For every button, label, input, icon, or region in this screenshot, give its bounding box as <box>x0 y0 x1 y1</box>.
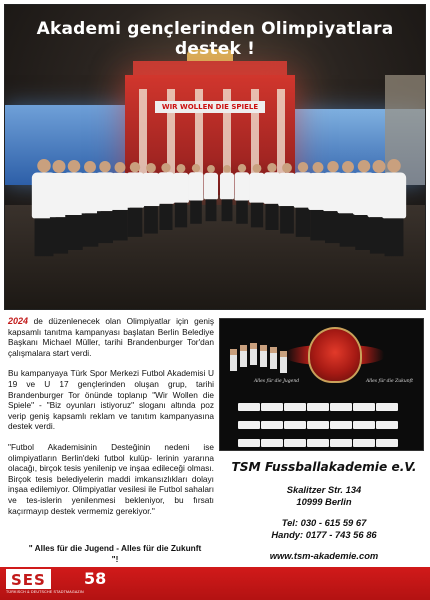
closing-slogan <box>10 543 220 564</box>
club-name: TSM Fussballakademie e.V. <box>231 460 417 474</box>
page-headline: Akademi gençlerinden Olimpiyatlara destek ! <box>36 19 394 59</box>
phone-number: Tel: 030 - 615 59 67 <box>281 517 367 528</box>
magazine-subtitle: TÜRKISCH & DEUTSCHE STADTMAGAZIN <box>6 590 84 594</box>
address-city: 10999 Berlin <box>296 495 352 507</box>
academy-ad-image <box>219 318 424 451</box>
magazine-logo: SES <box>6 569 51 589</box>
header-photo <box>4 4 426 310</box>
mobile-number: Handy: 0177 - 743 56 86 <box>271 528 377 540</box>
player-figure <box>220 165 234 221</box>
player-figure <box>204 165 218 221</box>
closing-slogan-line-1: " Alles für die Jugend - Alles für die Zukunft <box>28 543 202 553</box>
article-paragraph-3: "Futbol Akademisinin Desteğinin nedeni ise olimpiyatların Berlin'deki futbol kulüp- lerinin yararına olacağı, birçok tesis yenilenip ve inşaa edileceği olması. Birçok tesis belediyelerin maddi imkansızlıkları dolayı inşaa edilemiyor. Olimpiyatlar vesilesi ile Futbol sahaları ve tes-islerin yenilenmesi bekleniyor, bu fırsatı kaçırmayıp destek vermemiz gerekiyor." <box>8 441 214 516</box>
gate-banner: WIR WOLLEN DIE SPIELE <box>155 101 265 113</box>
address-street: Skalitzer Str. 134 <box>286 484 362 495</box>
player-figure <box>382 159 406 256</box>
page-number: 58 <box>84 569 107 588</box>
contact-box <box>219 460 429 561</box>
player-figure <box>249 164 265 227</box>
ad-slogan-right: Alles für die Zukunft <box>366 379 414 384</box>
player-figure <box>157 163 174 230</box>
player-figure <box>173 164 189 227</box>
page-footer <box>0 567 430 600</box>
article-body <box>8 316 214 526</box>
article-paragraph-2: Bu kampanyaya Türk Spor Merkezi Futbol Akademisi U 19 ve U 17 gençlerinden oluşan grup, tarihi Brandenburger Tor önünde toplanıp "Wir Wollen die Spiele" - "Biz oyunları istiyoruz" sloganı altında poz verip geniş kapsamlı reklam ve tanıtım kampanyasına destek verdi. <box>8 368 214 432</box>
article-paragraph-1-text: de düzenlenecek olan Olimpiyatlar için geniş kapsamlı tanıtma kampanyası başlatan Berlin Belediye Başkanı Michael Müller, tarihi Brandenburger Tor'dan çalışmalara start verdi. <box>8 316 214 358</box>
player-figure <box>189 164 204 224</box>
team-group <box>35 145 415 285</box>
closing-slogan-line-2: "! <box>111 553 119 564</box>
player-figure <box>234 164 249 224</box>
ad-players <box>230 333 290 373</box>
article-paragraph-1 <box>8 316 214 358</box>
ad-slogan-left: Alles für die Jugend <box>254 379 300 384</box>
website-link[interactable]: www.tsm-akademie.com <box>269 550 379 561</box>
academy-crest-logo <box>308 327 362 383</box>
article-year: 2024 <box>8 316 29 326</box>
sponsor-logos <box>238 403 408 451</box>
